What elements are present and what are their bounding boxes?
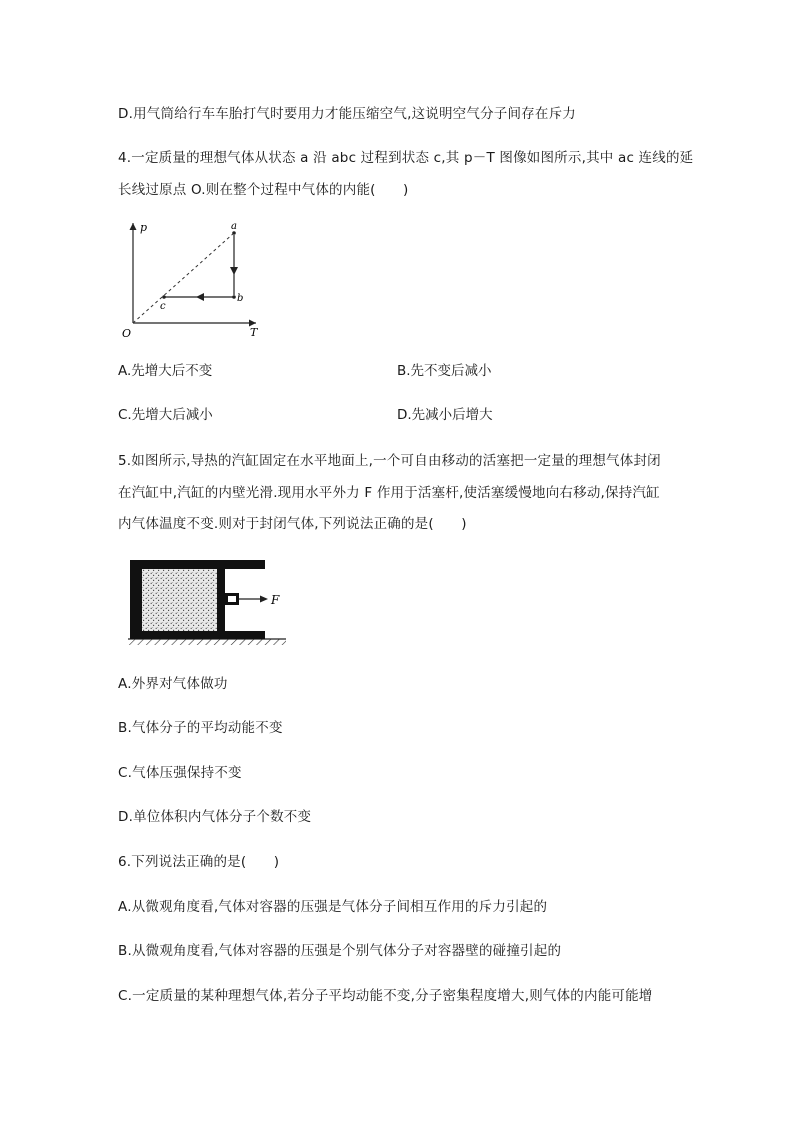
label-a: a bbox=[231, 221, 237, 232]
gas-region bbox=[142, 569, 217, 631]
q6-stem: 6.下列说法正确的是( ) bbox=[118, 854, 280, 870]
cylinder-bottom-wall bbox=[130, 631, 265, 639]
ab-arrow bbox=[230, 267, 238, 275]
q5-option-b: B.气体分子的平均动能不变 bbox=[118, 720, 283, 736]
label-c: c bbox=[160, 301, 166, 312]
q6-option-c: C.一定质量的某种理想气体,若分子平均动能不变,分子密集程度增大,则气体的内能可能增 bbox=[118, 988, 653, 1004]
label-p: p bbox=[140, 221, 148, 234]
q4-stem-line1: 4.一定质量的理想气体从状态 a 沿 abc 过程到状态 c,其 p－T 图像如图所示,其中 ac 连线的延 bbox=[118, 150, 694, 166]
q5-cylinder-figure bbox=[120, 552, 290, 652]
oa-dashed-line bbox=[133, 233, 234, 323]
piston bbox=[217, 569, 225, 631]
q4-pt-graph bbox=[118, 215, 268, 340]
q5-stem-line2: 在汽缸中,汽缸的内壁光滑.现用水平外力 F 作用于活塞杆,使活塞缓慢地向右移动,保持汽缸 bbox=[118, 485, 660, 501]
ground-hatch bbox=[128, 639, 286, 645]
cylinder-left-wall bbox=[130, 560, 142, 639]
point-b bbox=[232, 295, 236, 299]
q4-stem-line2: 长线过原点 O.则在整个过程中气体的内能( ) bbox=[118, 182, 409, 198]
q6-option-b: B.从微观角度看,气体对容器的压强是个别气体分子对容器壁的碰撞引起的 bbox=[118, 943, 562, 959]
q4-option-a: A.先增大后不变 bbox=[118, 363, 213, 379]
q5-option-a: A.外界对气体做功 bbox=[118, 676, 228, 692]
piston-rod-inner bbox=[228, 596, 236, 602]
q5-stem-line1: 5.如图所示,导热的汽缸固定在水平地面上,一个可自由移动的活塞把一定量的理想气体封闭 bbox=[118, 453, 661, 469]
q3-option-d: D.用气筒给行车车胎打气时要用力才能压缩空气,这说明空气分子间存在斥力 bbox=[118, 106, 576, 122]
q5-stem-line3: 内气体温度不变.则对于封闭气体,下列说法正确的是( ) bbox=[118, 516, 467, 532]
force-arrow-head bbox=[260, 596, 268, 603]
q4-option-d: D.先减小后增大 bbox=[397, 407, 493, 423]
bc-arrow bbox=[196, 293, 204, 301]
q5-option-c: C.气体压强保持不变 bbox=[118, 765, 242, 781]
q6-option-a: A.从微观角度看,气体对容器的压强是气体分子间相互作用的斥力引起的 bbox=[118, 899, 548, 915]
q5-option-d: D.单位体积内气体分子个数不变 bbox=[118, 809, 312, 825]
q4-option-b: B.先不变后减小 bbox=[397, 363, 492, 379]
cylinder-top-wall bbox=[130, 560, 265, 569]
label-b: b bbox=[237, 293, 244, 304]
label-origin: O bbox=[122, 327, 132, 340]
q4-option-c: C.先增大后减小 bbox=[118, 407, 213, 423]
point-c bbox=[162, 295, 166, 299]
force-label: F bbox=[271, 593, 280, 607]
label-t: T bbox=[250, 326, 258, 339]
